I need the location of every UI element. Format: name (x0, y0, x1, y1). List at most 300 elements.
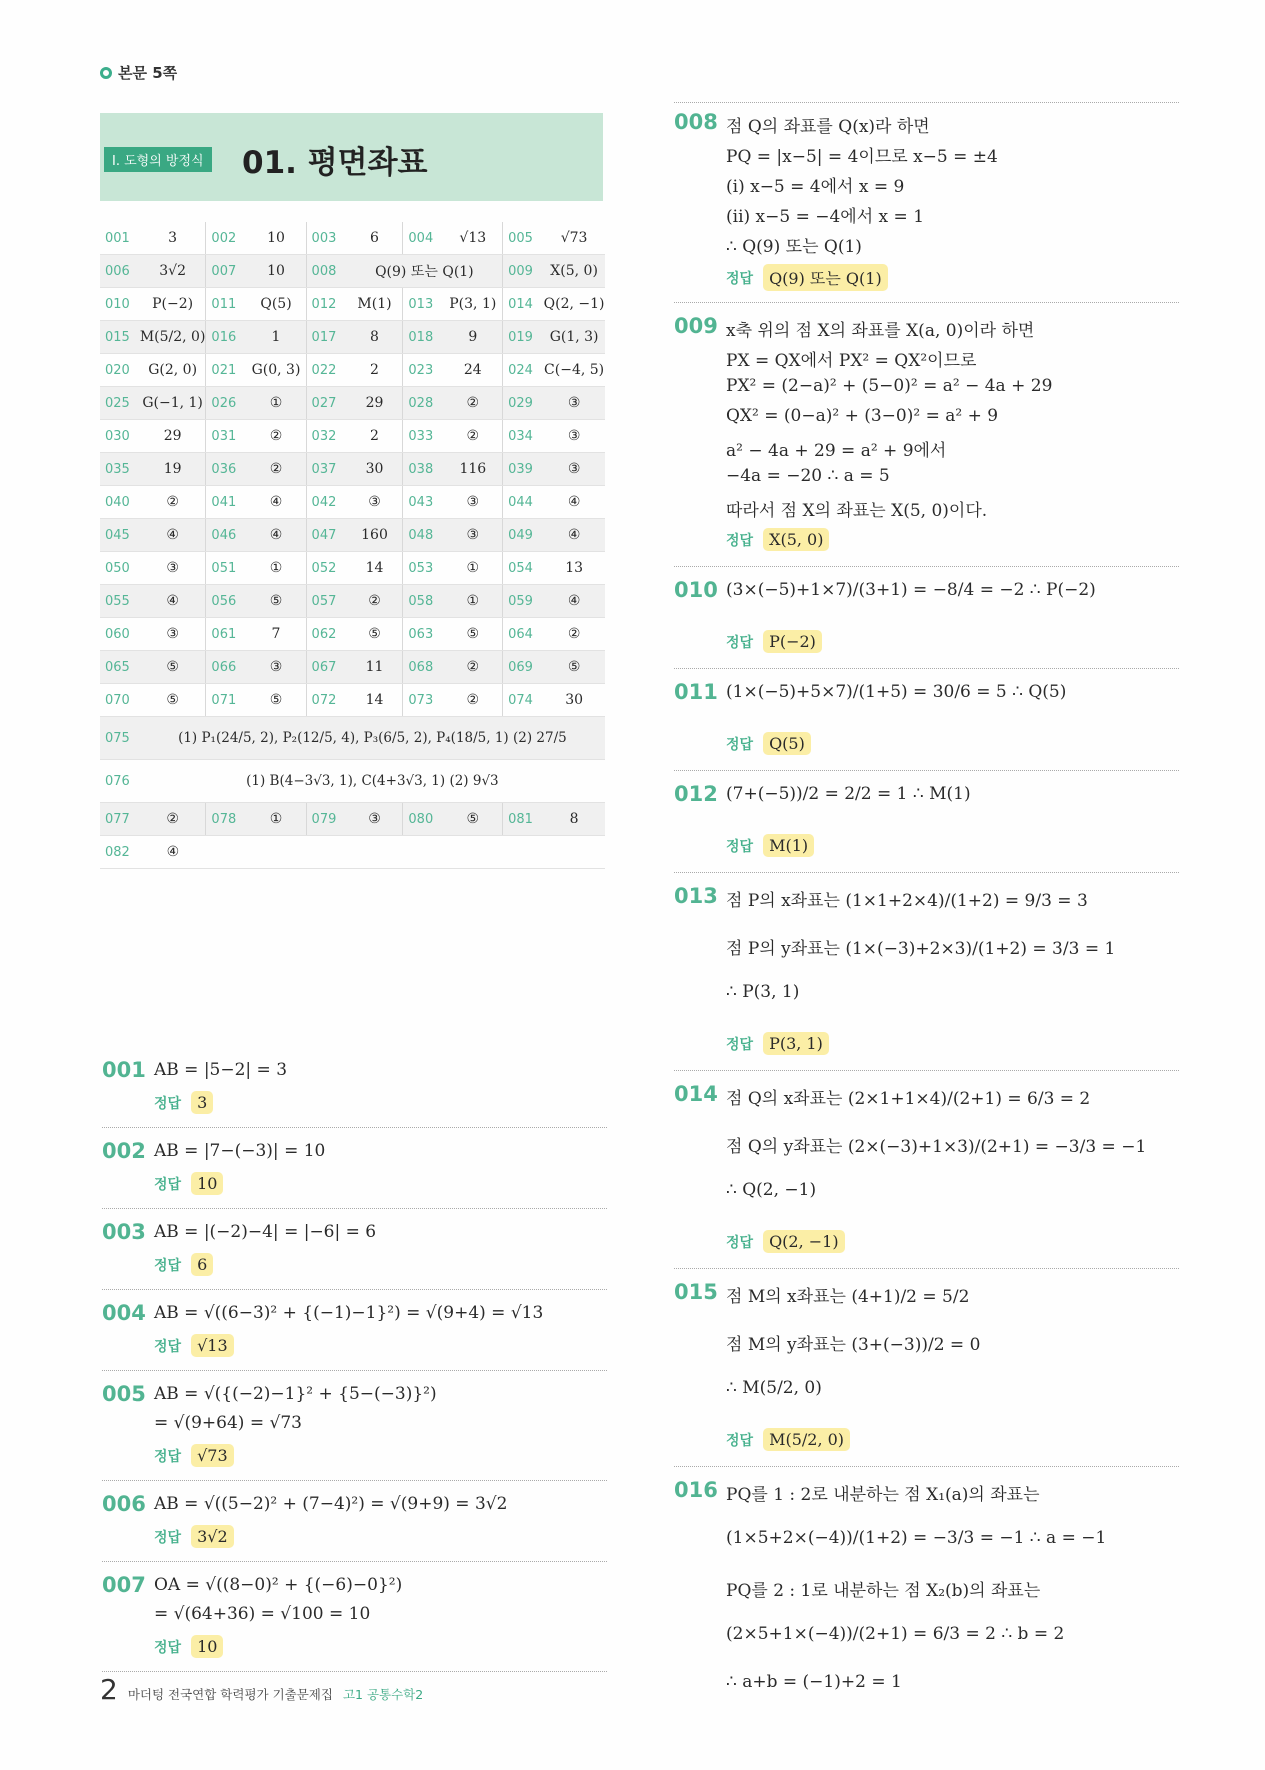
solution-number: 010 (674, 578, 718, 602)
answer-number: 077 (100, 803, 140, 836)
answer-value: ① (443, 585, 502, 618)
answer-line (154, 1635, 223, 1658)
answer-box: 3√2 (191, 1525, 234, 1548)
answer-value: 2 (347, 420, 403, 453)
divider (674, 1268, 1179, 1269)
answer-number: 055 (100, 585, 140, 618)
answer-number: 071 (206, 684, 247, 717)
answer-label: 정답 (726, 1036, 754, 1053)
solution-line: 점 P의 x좌표는 (1×1+2×4)/(1+2) = 9/3 = 3 (726, 891, 1088, 911)
answer-value: 10 (246, 222, 306, 255)
table-row (100, 453, 605, 486)
solution-line: PQ = |x−5| = 4이므로 x−5 = ±4 (726, 147, 998, 167)
answer-number: 040 (100, 486, 140, 519)
page-number: 2 (100, 1673, 118, 1706)
table-row (100, 585, 605, 618)
answer-table (100, 222, 605, 869)
answer-number: 042 (306, 486, 347, 519)
answer-value: ⑤ (347, 618, 403, 651)
answer-box: M(5/2, 0) (763, 1428, 850, 1451)
answer-value: ⑤ (246, 684, 306, 717)
solution-number: 016 (674, 1478, 718, 1502)
answer-value: ② (443, 420, 502, 453)
answer-number: 060 (100, 618, 140, 651)
answer-line (726, 834, 814, 857)
book-subject: 고1 공통수학2 (342, 1687, 424, 1702)
divider (674, 302, 1179, 303)
solution-line: a² − 4a + 29 = a² + 9에서 (726, 441, 947, 461)
answer-label: 정답 (154, 1095, 182, 1112)
answer-box: P(−2) (763, 630, 822, 653)
answer-number: 058 (403, 585, 444, 618)
solution-number: 012 (674, 782, 718, 806)
answer-number: 028 (403, 387, 444, 420)
answer-number: 011 (206, 288, 247, 321)
answer-value: ④ (543, 486, 605, 519)
answer-value: ③ (140, 552, 206, 585)
answer-label: 정답 (154, 1338, 182, 1355)
table-row (100, 288, 605, 321)
answer-number: 020 (100, 354, 140, 387)
answer-value: ① (246, 803, 306, 836)
answer-value: ① (246, 387, 306, 420)
solution-number: 013 (674, 884, 718, 908)
answer-number: 010 (100, 288, 140, 321)
answer-line (154, 1253, 213, 1276)
chapter-header (100, 113, 603, 201)
solution-line: 점 Q의 x좌표는 (2×1+1×4)/(2+1) = 6/3 = 2 (726, 1089, 1091, 1109)
divider (674, 1070, 1179, 1071)
answer-number: 005 (503, 222, 544, 255)
answer-number: 065 (100, 651, 140, 684)
answer-value: ③ (543, 420, 605, 453)
answer-label: 정답 (154, 1257, 182, 1274)
answer-number: 081 (503, 803, 544, 836)
solution-number: 002 (102, 1139, 146, 1163)
table-row (100, 552, 605, 585)
answer-number: 012 (306, 288, 347, 321)
answer-line (154, 1172, 223, 1195)
answer-value: X(5, 0) (543, 255, 605, 288)
solution-number: 006 (102, 1492, 146, 1516)
answer-number: 070 (100, 684, 140, 717)
answer-number: 072 (306, 684, 347, 717)
answer-number: 057 (306, 585, 347, 618)
answer-value: ⑤ (246, 585, 306, 618)
answer-value: 19 (140, 453, 206, 486)
answer-number: 006 (100, 255, 140, 288)
solution-line: (3×(−5)+1×7)/(3+1) = −8/4 = −2 ∴ P(−2) (726, 580, 1096, 600)
answer-number: 018 (403, 321, 444, 354)
answer-number: 015 (100, 321, 140, 354)
answer-value: ③ (543, 387, 605, 420)
solution-line: ∴ M(5/2, 0) (726, 1378, 822, 1398)
table-row (100, 618, 605, 651)
answer-number: 027 (306, 387, 347, 420)
solution-number: 014 (674, 1082, 718, 1106)
answer-number: 034 (503, 420, 544, 453)
answer-number: 069 (503, 651, 544, 684)
answer-value: ① (246, 552, 306, 585)
answer-box: 6 (191, 1253, 213, 1276)
answer-line (726, 1032, 829, 1055)
solution-line: AB = |(−2)−4| = |−6| = 6 (154, 1222, 377, 1242)
answer-value: 30 (347, 453, 403, 486)
answer-value: G(2, 0) (140, 354, 206, 387)
table-row (100, 519, 605, 552)
answer-label: 정답 (726, 736, 754, 753)
breadcrumb (100, 62, 177, 83)
answer-number: 037 (306, 453, 347, 486)
answer-number: 019 (503, 321, 544, 354)
answer-line (726, 630, 822, 653)
table-row (100, 651, 605, 684)
answer-number: 021 (206, 354, 247, 387)
answer-value: P(−2) (140, 288, 206, 321)
answer-number: 039 (503, 453, 544, 486)
answer-value: ② (443, 684, 502, 717)
solution-number: 004 (102, 1301, 146, 1325)
answer-number: 046 (206, 519, 247, 552)
answer-number: 080 (403, 803, 444, 836)
answer-number: 038 (403, 453, 444, 486)
answer-value: ② (443, 651, 502, 684)
solution-line: ∴ Q(9) 또는 Q(1) (726, 237, 862, 257)
table-row (100, 387, 605, 420)
divider (102, 1370, 607, 1371)
solution-line: x축 위의 점 X의 좌표를 X(a, 0)이라 하면 (726, 321, 1035, 341)
answer-number: 003 (306, 222, 347, 255)
answer-value: ② (543, 618, 605, 651)
answer-value: 10 (246, 255, 306, 288)
solution-line: ∴ Q(2, −1) (726, 1180, 817, 1200)
answer-value: ③ (347, 486, 403, 519)
answer-value: 7 (246, 618, 306, 651)
footer (100, 1673, 423, 1706)
answer-number: 007 (206, 255, 247, 288)
answer-box: √73 (191, 1444, 234, 1467)
solution-line: 점 M의 y좌표는 (3+(−3))/2 = 0 (726, 1335, 981, 1355)
divider (674, 770, 1179, 771)
answer-value: 2 (347, 354, 403, 387)
solution-line: (2×5+1×(−4))/(2+1) = 6/3 = 2 ∴ b = 2 (726, 1624, 1065, 1644)
solution-line: (1×(−5)+5×7)/(1+5) = 30/6 = 5 ∴ Q(5) (726, 682, 1067, 702)
solution-number: 009 (674, 314, 718, 338)
solution-line: OA = √((8−0)² + {(−6)−0}²) (154, 1575, 403, 1595)
answer-number: 073 (403, 684, 444, 717)
table-row (100, 717, 605, 760)
answer-box: Q(5) (763, 732, 811, 755)
divider (102, 1561, 607, 1562)
answer-number: 014 (503, 288, 544, 321)
answer-number: 048 (403, 519, 444, 552)
answer-number: 063 (403, 618, 444, 651)
breadcrumb-text: 본문 5쪽 (118, 64, 178, 82)
answer-number: 043 (403, 486, 444, 519)
answer-value: 30 (543, 684, 605, 717)
divider (102, 1480, 607, 1481)
solution-line: AB = |5−2| = 3 (154, 1060, 288, 1080)
solution-line: PX² = (2−a)² + (5−0)² = a² − 4a + 29 (726, 376, 1053, 396)
answer-number: 004 (403, 222, 444, 255)
answer-value: 8 (347, 321, 403, 354)
answer-label: 정답 (154, 1639, 182, 1656)
table-row (100, 760, 605, 803)
answer-line (726, 732, 811, 755)
divider (674, 102, 1179, 103)
solution-line: PQ를 2 : 1로 내분하는 점 X₂(b)의 좌표는 (726, 1581, 1041, 1601)
answer-value: ③ (347, 803, 403, 836)
circle-icon (100, 67, 112, 79)
answer-value: 9 (443, 321, 502, 354)
answer-number: 045 (100, 519, 140, 552)
answer-number: 054 (503, 552, 544, 585)
answer-number: 056 (206, 585, 247, 618)
solution-line: PQ를 1 : 2로 내분하는 점 X₁(a)의 좌표는 (726, 1485, 1040, 1505)
solution-line: (i) x−5 = 4에서 x = 9 (726, 177, 905, 197)
answer-number: 026 (206, 387, 247, 420)
answer-number: 052 (306, 552, 347, 585)
solution-line: QX² = (0−a)² + (3−0)² = a² + 9 (726, 406, 999, 426)
solution-line: ∴ P(3, 1) (726, 982, 800, 1002)
answer-number: 051 (206, 552, 247, 585)
answer-number: 022 (306, 354, 347, 387)
table-row (100, 321, 605, 354)
answer-value: ④ (543, 519, 605, 552)
solution-line: PX = QX에서 PX² = QX²이므로 (726, 351, 977, 371)
answer-number: 033 (403, 420, 444, 453)
answer-box: Q(2, −1) (763, 1230, 845, 1253)
answer-box: √13 (191, 1334, 234, 1357)
solution-line: 점 P의 y좌표는 (1×(−3)+2×3)/(1+2) = 3/3 = 1 (726, 939, 1116, 959)
answer-label: 정답 (726, 1432, 754, 1449)
answer-number: 047 (306, 519, 347, 552)
answer-value: M(1) (347, 288, 403, 321)
answer-value: G(0, 3) (246, 354, 306, 387)
divider (674, 1466, 1179, 1467)
answer-number: 041 (206, 486, 247, 519)
answer-value: ① (443, 552, 502, 585)
solution-line: (ii) x−5 = −4에서 x = 1 (726, 207, 925, 227)
answer-number: 035 (100, 453, 140, 486)
answer-number: 064 (503, 618, 544, 651)
chapter-title: 01. 평면좌표 (242, 145, 428, 181)
answer-value: ② (347, 585, 403, 618)
answer-value: ④ (140, 836, 206, 869)
divider (674, 566, 1179, 567)
answer-number: 017 (306, 321, 347, 354)
answer-value: 13 (543, 552, 605, 585)
solution-line: = √(64+36) = √100 = 10 (154, 1604, 371, 1624)
answer-number: 009 (503, 255, 544, 288)
solution-number: 007 (102, 1573, 146, 1597)
solution-number: 003 (102, 1220, 146, 1244)
answer-number: 066 (206, 651, 247, 684)
solution-line: 점 Q의 좌표를 Q(x)라 하면 (726, 117, 930, 137)
solution-line: 따라서 점 X의 좌표는 X(5, 0)이다. (726, 501, 988, 521)
solution-line: −4a = −20 ∴ a = 5 (726, 466, 890, 486)
table-row (100, 486, 605, 519)
answer-line (154, 1525, 234, 1548)
answer-number: 079 (306, 803, 347, 836)
answer-number: 068 (403, 651, 444, 684)
divider (674, 668, 1179, 669)
divider (102, 1671, 607, 1672)
answer-number: 001 (100, 222, 140, 255)
answer-number: 078 (206, 803, 247, 836)
table-row (100, 836, 605, 869)
answer-value: ④ (140, 519, 206, 552)
answer-value: 14 (347, 552, 403, 585)
answer-number: 074 (503, 684, 544, 717)
answer-value: 6 (347, 222, 403, 255)
answer-value: (1) B(4−3√3, 1), C(4+3√3, 1) (2) 9√3 (140, 760, 605, 803)
answer-value: (1) P₁(24/5, 2), P₂(12/5, 4), P₃(6/5, 2), P₄(18/5, 1) (2) 27/5 (140, 717, 605, 760)
answer-value: 160 (347, 519, 403, 552)
answer-box: 3 (191, 1091, 213, 1114)
answer-line (154, 1444, 234, 1467)
answer-box: 10 (191, 1635, 223, 1658)
answer-label: 정답 (726, 532, 754, 549)
answer-number: 044 (503, 486, 544, 519)
divider (102, 1208, 607, 1209)
answer-number: 036 (206, 453, 247, 486)
answer-number: 032 (306, 420, 347, 453)
answer-number: 002 (206, 222, 247, 255)
answer-value: ④ (246, 486, 306, 519)
answer-number: 008 (306, 255, 347, 288)
solution-line: 점 Q의 y좌표는 (2×(−3)+1×3)/(2+1) = −3/3 = −1 (726, 1137, 1147, 1157)
answer-value: 29 (347, 387, 403, 420)
answer-value: M(5/2, 0) (140, 321, 206, 354)
solution-line: (1×5+2×(−4))/(1+2) = −3/3 = −1 ∴ a = −1 (726, 1528, 1107, 1548)
solution-number: 011 (674, 680, 718, 704)
answer-value: G(−1, 1) (140, 387, 206, 420)
solution-line: AB = √({(−2)−1}² + {5−(−3)}²) (154, 1384, 437, 1404)
answer-label: 정답 (726, 838, 754, 855)
answer-value: ② (246, 420, 306, 453)
answer-number: 025 (100, 387, 140, 420)
answer-line (154, 1334, 234, 1357)
table-row (100, 420, 605, 453)
answer-value: ③ (543, 453, 605, 486)
answer-value: ④ (140, 585, 206, 618)
answer-value: ② (443, 387, 502, 420)
answer-value: 3 (140, 222, 206, 255)
answer-number: 061 (206, 618, 247, 651)
answer-label: 정답 (726, 1234, 754, 1251)
answer-value: Q(2, −1) (543, 288, 605, 321)
answer-value: ② (140, 803, 206, 836)
book-title: 마더텅 전국연합 학력평가 기출문제집 (127, 1687, 333, 1702)
answer-box: M(1) (763, 834, 814, 857)
answer-line (154, 1091, 213, 1114)
answer-line (726, 528, 829, 551)
solution-line: 점 M의 x좌표는 (4+1)/2 = 5/2 (726, 1287, 970, 1307)
answer-value: ④ (246, 519, 306, 552)
solution-number: 015 (674, 1280, 718, 1304)
divider (102, 1127, 607, 1128)
answer-value: 11 (347, 651, 403, 684)
divider (674, 872, 1179, 873)
table-row (100, 354, 605, 387)
answer-number: 075 (100, 717, 140, 760)
answer-box: Q(9) 또는 Q(1) (763, 264, 888, 291)
answer-value: ⑤ (443, 803, 502, 836)
answer-box: P(3, 1) (763, 1032, 829, 1055)
answer-number: 024 (503, 354, 544, 387)
answer-number: 062 (306, 618, 347, 651)
answer-value: 24 (443, 354, 502, 387)
table-row (100, 684, 605, 717)
answer-number: 053 (403, 552, 444, 585)
answer-number: 031 (206, 420, 247, 453)
answer-label: 정답 (726, 270, 754, 287)
answer-number: 013 (403, 288, 444, 321)
empty-cell (206, 836, 605, 869)
answer-line (726, 1428, 850, 1451)
solution-number: 001 (102, 1058, 146, 1082)
answer-label: 정답 (726, 634, 754, 651)
answer-value: ⑤ (543, 651, 605, 684)
answer-line (726, 1230, 845, 1253)
solution-line: AB = |7−(−3)| = 10 (154, 1141, 326, 1161)
answer-number: 049 (503, 519, 544, 552)
answer-value: 8 (543, 803, 605, 836)
chapter-tag: I. 도형의 방정식 (104, 147, 212, 172)
answer-value: √13 (443, 222, 502, 255)
answer-value: Q(5) (246, 288, 306, 321)
answer-value: ③ (443, 486, 502, 519)
answer-number: 050 (100, 552, 140, 585)
answer-value: 3√2 (140, 255, 206, 288)
solution-number: 008 (674, 110, 718, 134)
answer-value: ③ (140, 618, 206, 651)
answer-box: 10 (191, 1172, 223, 1195)
solution-line: ∴ a+b = (−1)+2 = 1 (726, 1672, 902, 1692)
table-row (100, 222, 605, 255)
answer-value: 29 (140, 420, 206, 453)
answer-value: 1 (246, 321, 306, 354)
answer-number: 016 (206, 321, 247, 354)
divider (102, 1289, 607, 1290)
solution-line: AB = √((5−2)² + (7−4)²) = √(9+9) = 3√2 (154, 1494, 508, 1514)
answer-number: 067 (306, 651, 347, 684)
answer-box: X(5, 0) (763, 528, 829, 551)
answer-number: 029 (503, 387, 544, 420)
answer-value: 116 (443, 453, 502, 486)
answer-number: 030 (100, 420, 140, 453)
answer-value: ③ (443, 519, 502, 552)
solution-line: AB = √((6−3)² + {(−1)−1}²) = √(9+4) = √13 (154, 1303, 544, 1323)
answer-value: 14 (347, 684, 403, 717)
solution-number: 005 (102, 1382, 146, 1406)
solution-line: = √(9+64) = √73 (154, 1413, 302, 1433)
table-row (100, 255, 605, 288)
answer-number: 082 (100, 836, 140, 869)
answer-value: ⑤ (140, 651, 206, 684)
answer-value: ④ (543, 585, 605, 618)
answer-number: 023 (403, 354, 444, 387)
answer-label: 정답 (154, 1529, 182, 1546)
answer-value: ② (140, 486, 206, 519)
answer-label: 정답 (154, 1448, 182, 1465)
answer-value: ③ (246, 651, 306, 684)
answer-value: P(3, 1) (443, 288, 502, 321)
answer-value: ② (246, 453, 306, 486)
answer-label: 정답 (154, 1176, 182, 1193)
answer-value: ⑤ (140, 684, 206, 717)
